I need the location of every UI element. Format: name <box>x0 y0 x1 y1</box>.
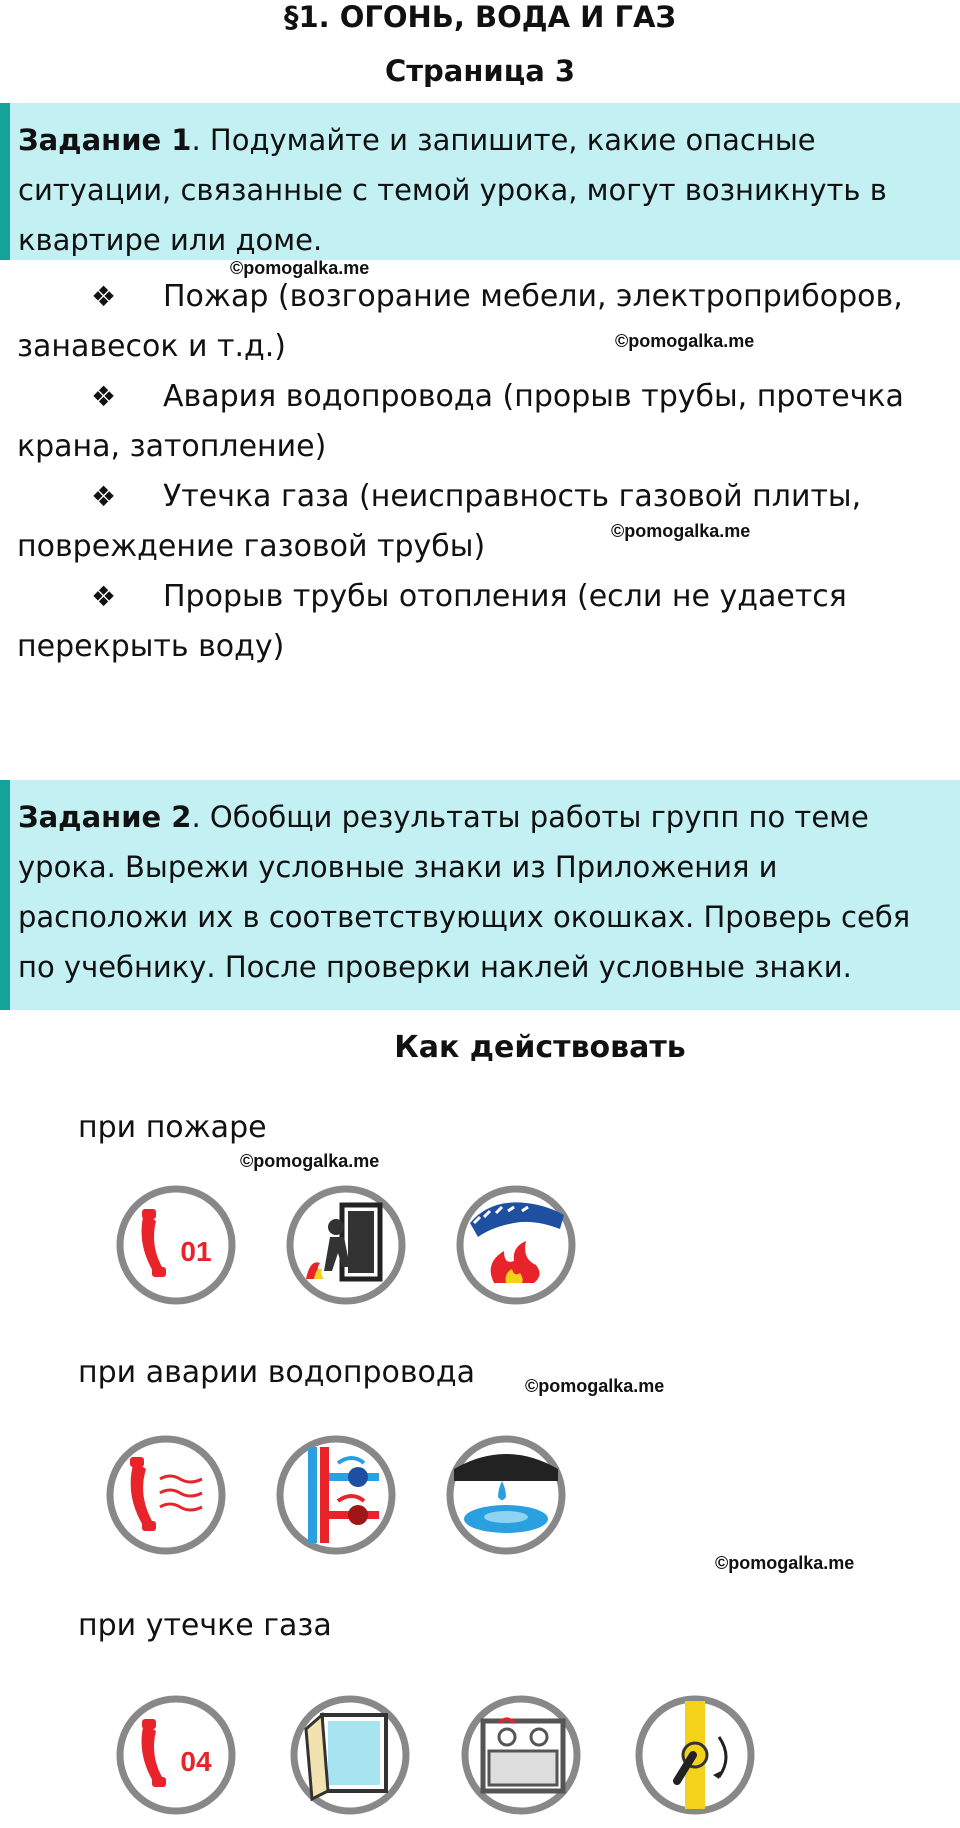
bullet-icon: ❖ <box>91 580 117 613</box>
bullet-icon: ❖ <box>91 380 117 413</box>
watermark: ©pomogalka.me <box>611 521 751 541</box>
task-1-label: Задание 1 <box>18 123 192 157</box>
evacuation-icon <box>284 1183 408 1307</box>
bullet-icon: ❖ <box>91 280 117 313</box>
answer-text: Авария водопровода (прорыв трубы, протечка крана, затопление) <box>17 379 904 464</box>
phone-number-label: 04 <box>180 1746 212 1777</box>
page-title: §1. ОГОНЬ, ВОДА И ГАЗ <box>283 0 677 34</box>
phone-number-label: 01 <box>180 1236 212 1267</box>
answer-text: Утечка газа (неисправность газовой плиты, повреждение газовой трубы) <box>17 479 862 564</box>
section-label-water: при аварии водопровода <box>78 1355 476 1390</box>
phone-04-icon <box>114 1693 238 1817</box>
answer-text: Прорыв трубы отопления (если не удается перекрыть воду) <box>17 579 847 664</box>
list-item <box>17 472 947 572</box>
watermark: ©pomogalka.me <box>615 331 755 351</box>
phone-01-icon <box>114 1183 238 1307</box>
water-leak-icon <box>444 1433 568 1557</box>
page-subtitle: Страница 3 <box>384 54 576 88</box>
gas-stove-icon <box>459 1693 583 1817</box>
watermark: ©pomogalka.me <box>240 1151 380 1171</box>
bullet-icon: ❖ <box>91 480 117 513</box>
section-label-gas: при утечке газа <box>78 1608 332 1643</box>
task-1-panel <box>0 103 960 260</box>
watermark: ©pomogalka.me <box>230 258 370 278</box>
section-title: Как действовать <box>394 1030 686 1065</box>
list-item <box>17 572 947 672</box>
task-2-label: Задание 2 <box>18 800 192 834</box>
water-valve-icon <box>274 1433 398 1557</box>
list-item <box>17 372 947 472</box>
task-2-panel <box>0 780 960 1010</box>
answer-text: Пожар (возгорание мебели, электроприборов, занавесок и т.д.) <box>17 279 903 364</box>
task-2-text: . Обобщи результаты работы групп по теме урока. Вырежи условные знаки из Приложения и расположи их в соответствующих окошках. Проверь себя по учебнику. После проверки наклей условные знаки. <box>18 800 911 984</box>
watermark: ©pomogalka.me <box>715 1553 855 1573</box>
section-label-fire: при пожаре <box>78 1110 267 1145</box>
open-window-icon <box>288 1693 412 1817</box>
watermark: ©pomogalka.me <box>525 1376 665 1396</box>
wet-cloth-fire-icon <box>454 1183 578 1307</box>
gas-valve-icon <box>633 1693 757 1817</box>
task-1-text: . Подумайте и запишите, какие опасные ситуации, связанные с темой урока, могут возникнуть в квартире или доме. <box>18 123 887 257</box>
emergency-phone-icon <box>104 1433 228 1557</box>
list-item <box>17 272 947 372</box>
